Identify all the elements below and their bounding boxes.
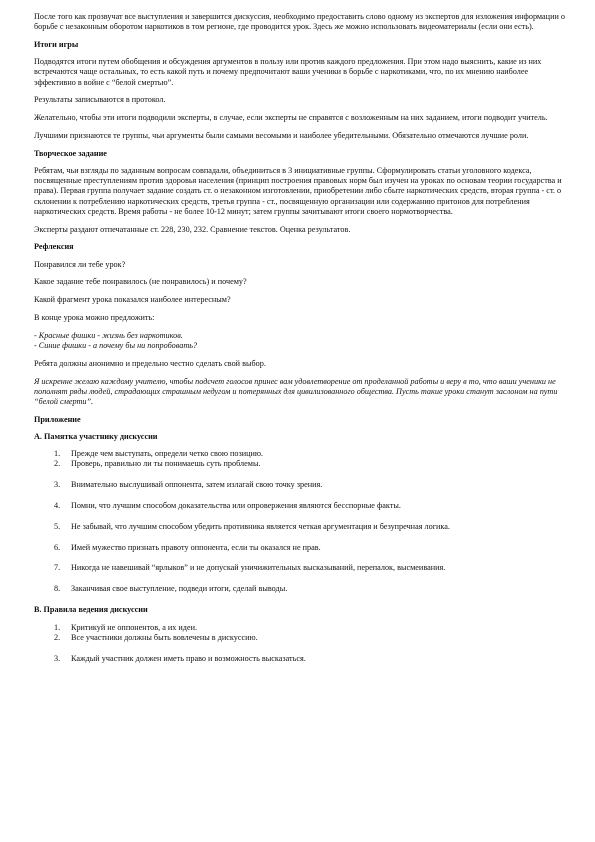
- reflection-question-3: Какой фрагмент урока показался наиболее интересным?: [34, 295, 231, 305]
- intro-paragraph: После того как прозвучат все выступления и завершится дискуссия, необходимо предоставить слово одному из экспертов для изложения информации о борьбе с незаконным оборотом наркотиков в том регионе, где проводится урок. Здесь же можно использовать видеоматериалы (если они есть).: [34, 12, 565, 32]
- creative-paragraph-1: Ребятам, чьи взгляды по заданным вопросам совпадали, объединиться в 3 инициативные группы. Сформулировать статьи уголовного кодекса, посвященные преступлениям против здоровья населения (принцип построения правовых норм был изучен на уроках по основам теории государства и права). Первая группа получает задание создать ст. о незаконном изготовлении, приобретении либо сбыте наркотических средств, вторая группа - ст. о склонении к потреблению наркотических средств, третья группа - ст., посвященную организации или содержанию притонов для потребления наркотических средств. Время работы - не более 10-12 минут; затем группы зачитывают итоги своего нормотворчества.: [34, 166, 562, 216]
- creative-heading: Творческое задание: [34, 148, 107, 158]
- reflection-question-2: Какое задание тебе понравилось (не понравилось) и почему?: [34, 277, 247, 287]
- list-item: 3. Каждый участник должен иметь право и возможность высказаться.: [54, 653, 306, 663]
- results-paragraph-1: Подводятся итоги путем обобщения и обсуждения аргументов в пользу или против каждого предложения. При этом надо выяснить, какие из них встречаются чаще остальных, то есть какой путь и почему предпочитают ваши ученики в борьбе с наркотиками, что, по их мнению наиболее эффективно в войне с “белой смертью”.: [34, 57, 542, 87]
- rules-heading: В. Правила ведения дискуссии: [34, 605, 148, 615]
- reflection-question-1: Понравился ли тебе урок?: [34, 259, 126, 269]
- list-item: 5. Не забывай, что лучшим способом убедить противника является четкая аргументация и безупречная логика.: [54, 521, 450, 531]
- reflection-offer: В конце урока можно предложить:: [34, 313, 155, 322]
- list-item: 7. Никогда не навешивай “ярлыков” и не допускай уничижительных высказываний, перепалок, высмеивания.: [54, 563, 446, 573]
- rules-list: [34, 623, 567, 664]
- list-item: 8. Заканчивая свое выступление, подведи итоги, сделай выводы.: [54, 584, 288, 594]
- results-paragraph-2: Результаты записываются в протокол.: [34, 95, 166, 105]
- results-paragraph-3: Желательно, чтобы эти итоги подводили эксперты, в случае, если эксперты не справятся с возложенным на них заданием, итоги подводит учитель.: [34, 113, 548, 123]
- list-item: 6. Имей мужество признать правоту оппонента, если ты оказался не прав.: [54, 542, 321, 552]
- list-item: 1. Прежде чем выступать, определи четко свою позицию.: [54, 449, 264, 459]
- list-item: 1. Критикуй не оппонентов, а их идеи.: [54, 622, 198, 632]
- results-heading: Итоги игры: [34, 40, 79, 49]
- list-item: 4. Помни, что лучшим способом доказательства или опровержения являются бесспорные факты.: [54, 501, 401, 510]
- list-item: 3. Внимательно выслушивай оппонента, затем излагай свою точку зрения.: [54, 480, 323, 490]
- appendix-heading: Приложение: [34, 414, 81, 424]
- creative-paragraph-2: Эксперты раздают отпечатанные ст. 228, 230, 232. Сравнение текстов. Оценка результатов.: [34, 224, 351, 234]
- reflection-heading: Рефлексия: [34, 242, 74, 252]
- list-item: 2. Проверь, правильно ли ты понимаешь суть проблемы.: [54, 459, 261, 469]
- memo-list: [34, 449, 567, 594]
- reflection-choice: Ребята должны анонимно и предельно честно сделать свой выбор.: [34, 358, 266, 368]
- memo-heading: А. Памятка участнику дискуссии: [34, 432, 158, 441]
- reflection-wish: Я искренне желаю каждому учителю, чтобы подсчет голосов принес вам удовлетворение от проделанной работы и веру в то, что ваши ученики не пополнят ряды людей, страдающих страшным недугом и потерянных для цивилизованного общества. Пусть такие уроки станут заслоном на пути “белой смерти”.: [34, 376, 558, 406]
- results-paragraph-4: Лучшими признаются те группы, чьи аргументы были самыми весомыми и наиболее убедительными. Обязательно отмечаются лучшие роли.: [34, 131, 529, 140]
- list-item: 2. Все участники должны быть вовлечены в дискуссию.: [54, 632, 258, 642]
- reflection-chip-red: - Красные фишки - жизнь без наркотиков.: [34, 330, 183, 340]
- reflection-chip-blue: - Синие фишки - а почему бы ни попробовать?: [34, 341, 198, 350]
